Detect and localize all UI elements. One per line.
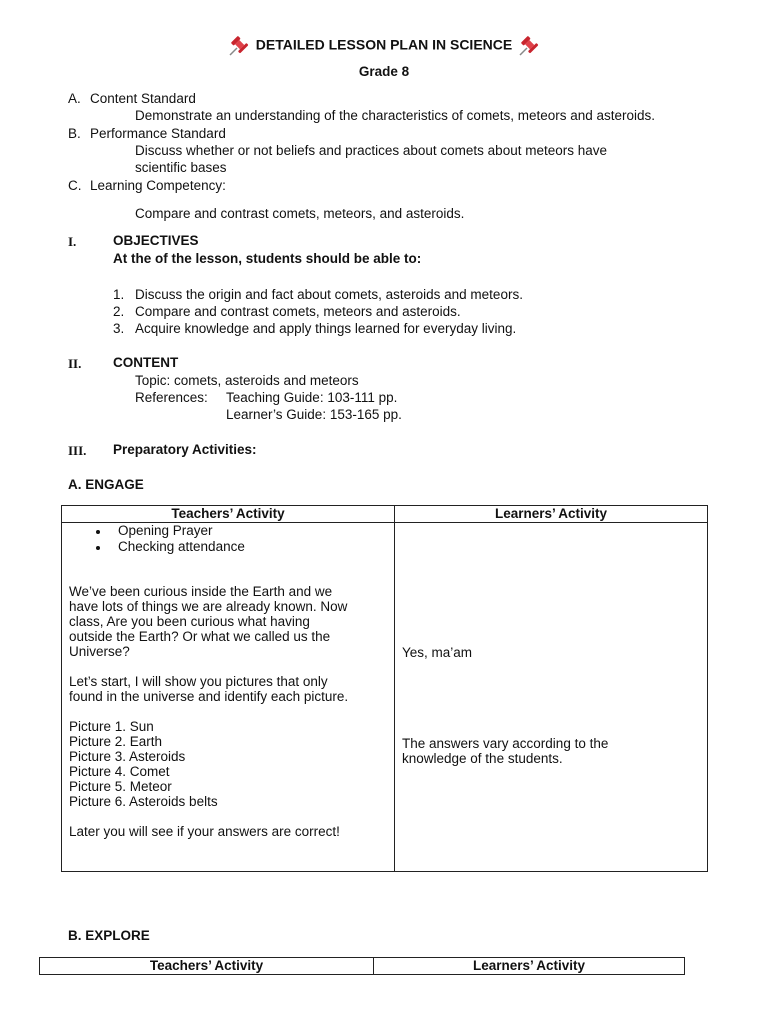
section-heading: OBJECTIVES [113, 233, 199, 248]
explore-table [39, 957, 685, 975]
standard-heading: Content Standard [90, 91, 196, 106]
column-header-learner: Learners’ Activity [374, 958, 685, 975]
standard-text: scientific bases [135, 160, 227, 175]
section-numeral: II. [68, 356, 82, 371]
title-text: DETAILED LESSON PLAN IN SCIENCE [255, 36, 513, 53]
teacher-line: Later you will see if your answers are correct! [69, 824, 340, 839]
standard-text: Compare and contrast comets, meteors, and asteroids. [135, 206, 465, 221]
bullet-icon [96, 530, 100, 534]
teacher-line: Picture 3. Asteroids [69, 749, 186, 764]
standard-text: Discuss whether or not beliefs and practices about comets about meteors have [135, 143, 607, 158]
standard-marker: C. [68, 178, 82, 193]
objective-item: Acquire knowledge and apply things learned for everyday living. [135, 321, 517, 336]
teacher-line: have lots of things we are already known. Now [69, 599, 348, 614]
document-title [0, 33, 768, 59]
bullet-icon [96, 546, 100, 550]
teacher-line: Picture 2. Earth [69, 734, 163, 749]
teacher-line: Picture 6. Asteroids belts [69, 794, 218, 809]
list-number: 2. [113, 304, 125, 319]
teacher-line: We’ve been curious inside the Earth and we [69, 584, 333, 599]
objectives-intro: At the of the lesson, students should be able to: [113, 251, 422, 266]
learner-line: Yes, ma’am [402, 645, 473, 660]
standard-marker: A. [68, 91, 81, 106]
teacher-line: found in the universe and identify each picture. [69, 689, 349, 704]
teacher-line: Universe? [69, 644, 130, 659]
objective-item: Discuss the origin and fact about comets, asteroids and meteors. [135, 287, 523, 302]
engage-table [61, 505, 708, 872]
standard-heading: Performance Standard [90, 126, 226, 141]
teacher-line: Let’s start, I will show you pictures that only [69, 674, 328, 689]
explore-heading: B. EXPLORE [68, 928, 150, 943]
section-numeral: III. [68, 443, 87, 458]
list-number: 3. [113, 321, 125, 336]
references-label: References: [135, 390, 208, 405]
list-number: 1. [113, 287, 125, 302]
pushpin-icon [226, 33, 252, 59]
learner-line: The answers vary according to the [402, 736, 609, 751]
column-header-teacher: Teachers’ Activity [40, 958, 374, 975]
learner-activity-cell [395, 523, 708, 872]
column-header-learner: Learners’ Activity [395, 506, 708, 523]
teacher-line: Picture 5. Meteor [69, 779, 172, 794]
reference-item: Learner’s Guide: 153-165 pp. [226, 407, 402, 422]
section-heading: Preparatory Activities: [113, 442, 257, 457]
standard-heading: Learning Competency: [90, 178, 226, 193]
standard-text: Demonstrate an understanding of the characteristics of comets, meteors and asteroids. [135, 108, 656, 123]
learner-line: knowledge of the students. [402, 751, 563, 766]
grade-level: Grade 8 [358, 64, 410, 79]
teacher-line: Picture 1. Sun [69, 719, 154, 734]
reference-item: Teaching Guide: 103-111 pp. [226, 390, 398, 405]
section-heading: CONTENT [113, 355, 179, 370]
pushpin-icon [516, 33, 542, 59]
bullet-item: Checking attendance [118, 539, 245, 554]
bullet-item: Opening Prayer [118, 523, 213, 538]
standard-marker: B. [68, 126, 81, 141]
content-topic: Topic: comets, asteroids and meteors [135, 373, 359, 388]
teacher-line: Picture 4. Comet [69, 764, 170, 779]
engage-heading: A. ENGAGE [68, 477, 144, 492]
teacher-activity-cell [62, 523, 395, 872]
teacher-line: outside the Earth? Or what we called us the [69, 629, 331, 644]
column-header-teacher: Teachers’ Activity [62, 506, 395, 523]
section-numeral: I. [68, 234, 77, 249]
teacher-line: class, Are you been curious what having [69, 614, 310, 629]
objective-item: Compare and contrast comets, meteors and asteroids. [135, 304, 461, 319]
